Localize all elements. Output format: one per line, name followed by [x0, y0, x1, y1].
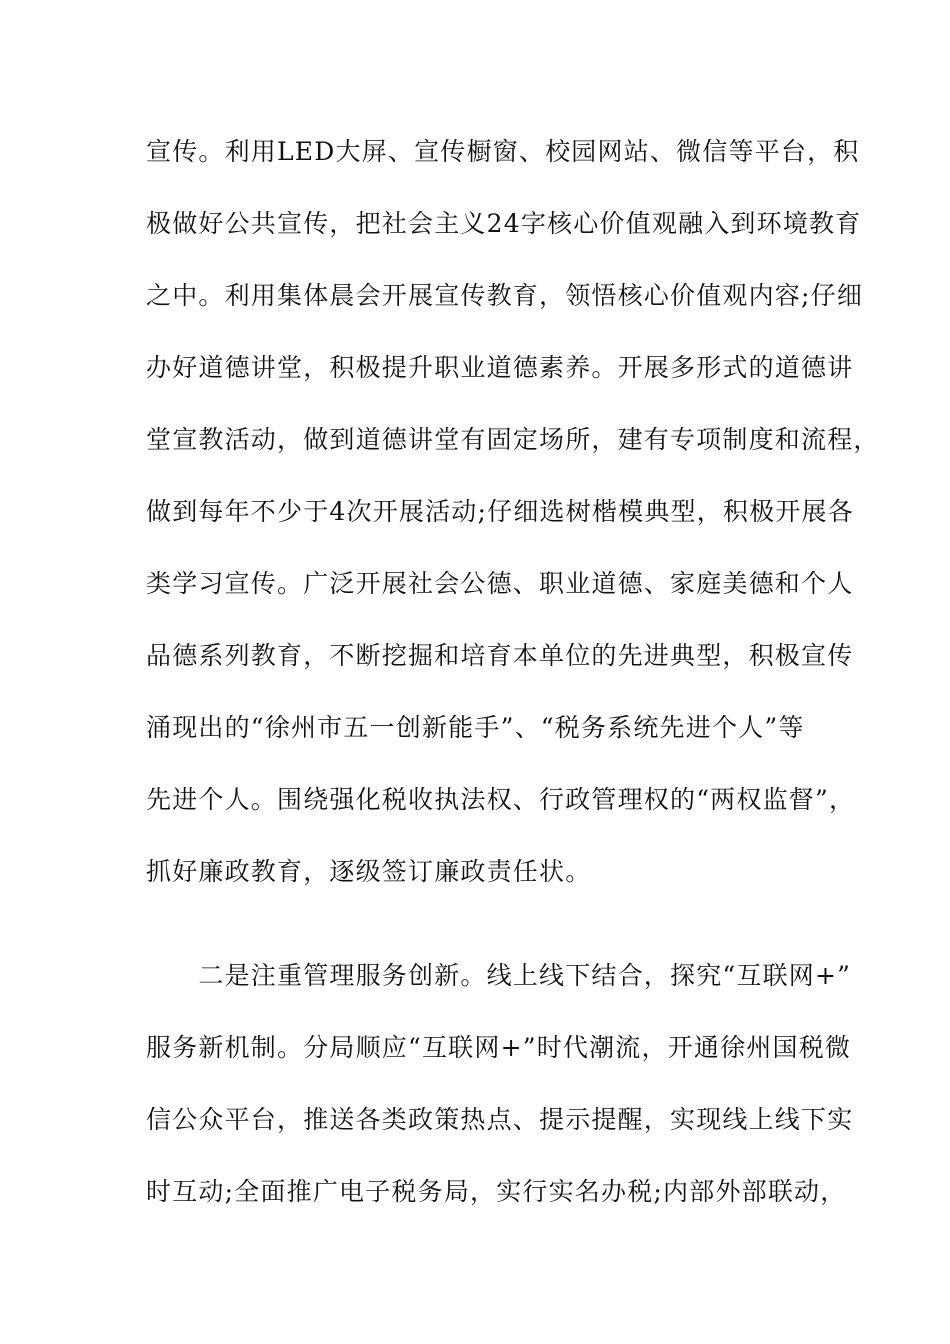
text-line: 服务新机制。分局顺应“互联网+”时代潮流，开通徐州国税微 — [146, 1033, 852, 1062]
text-line: 堂宣教活动，做到道德讲堂有固定场所，建有专项制度和流程， — [146, 425, 880, 454]
text-line: 类学习宣传。广泛开展社会公德、职业道德、家庭美德和个人 — [146, 569, 854, 598]
text-line: 抓好廉政教育，逐级签订廉政责任状。 — [146, 857, 592, 886]
text-line: 宣传。利用LED大屏、宣传橱窗、校园网站、微信等平台，积 — [146, 137, 860, 166]
text-line: 涌现出的“徐州市五一创新能手”、“税务系统先进个人”等 — [146, 713, 805, 742]
text-line: 二是注重管理服务创新。线上线下结合，探究“互联网+” — [146, 961, 852, 990]
text-line: 时互动;全面推广电子税务局，实行实名办税;内部外部联动， — [146, 1177, 847, 1206]
text-line: 信公众平台，推送各类政策热点、提示提醒，实现线上线下实 — [146, 1105, 854, 1134]
text-line: 极做好公共宣传，把社会主义24字核心价值观融入到环境教育 — [146, 209, 862, 238]
text-line: 办好道德讲堂，积极提升职业道德素养。开展多形式的道德讲 — [146, 353, 854, 382]
text-line: 做到每年不少于4次开展活动;仔细选树楷模典型，积极开展各 — [146, 497, 854, 526]
text-line: 先进个人。围绕强化税收执法权、行政管理权的“两权监督”， — [146, 785, 856, 814]
text-line: 品德系列教育，不断挖掘和培育本单位的先进典型，积极宣传 — [146, 641, 854, 670]
text-line: 之中。利用集体晨会开展宣传教育，领悟核心价值观内容;仔细 — [146, 281, 864, 310]
